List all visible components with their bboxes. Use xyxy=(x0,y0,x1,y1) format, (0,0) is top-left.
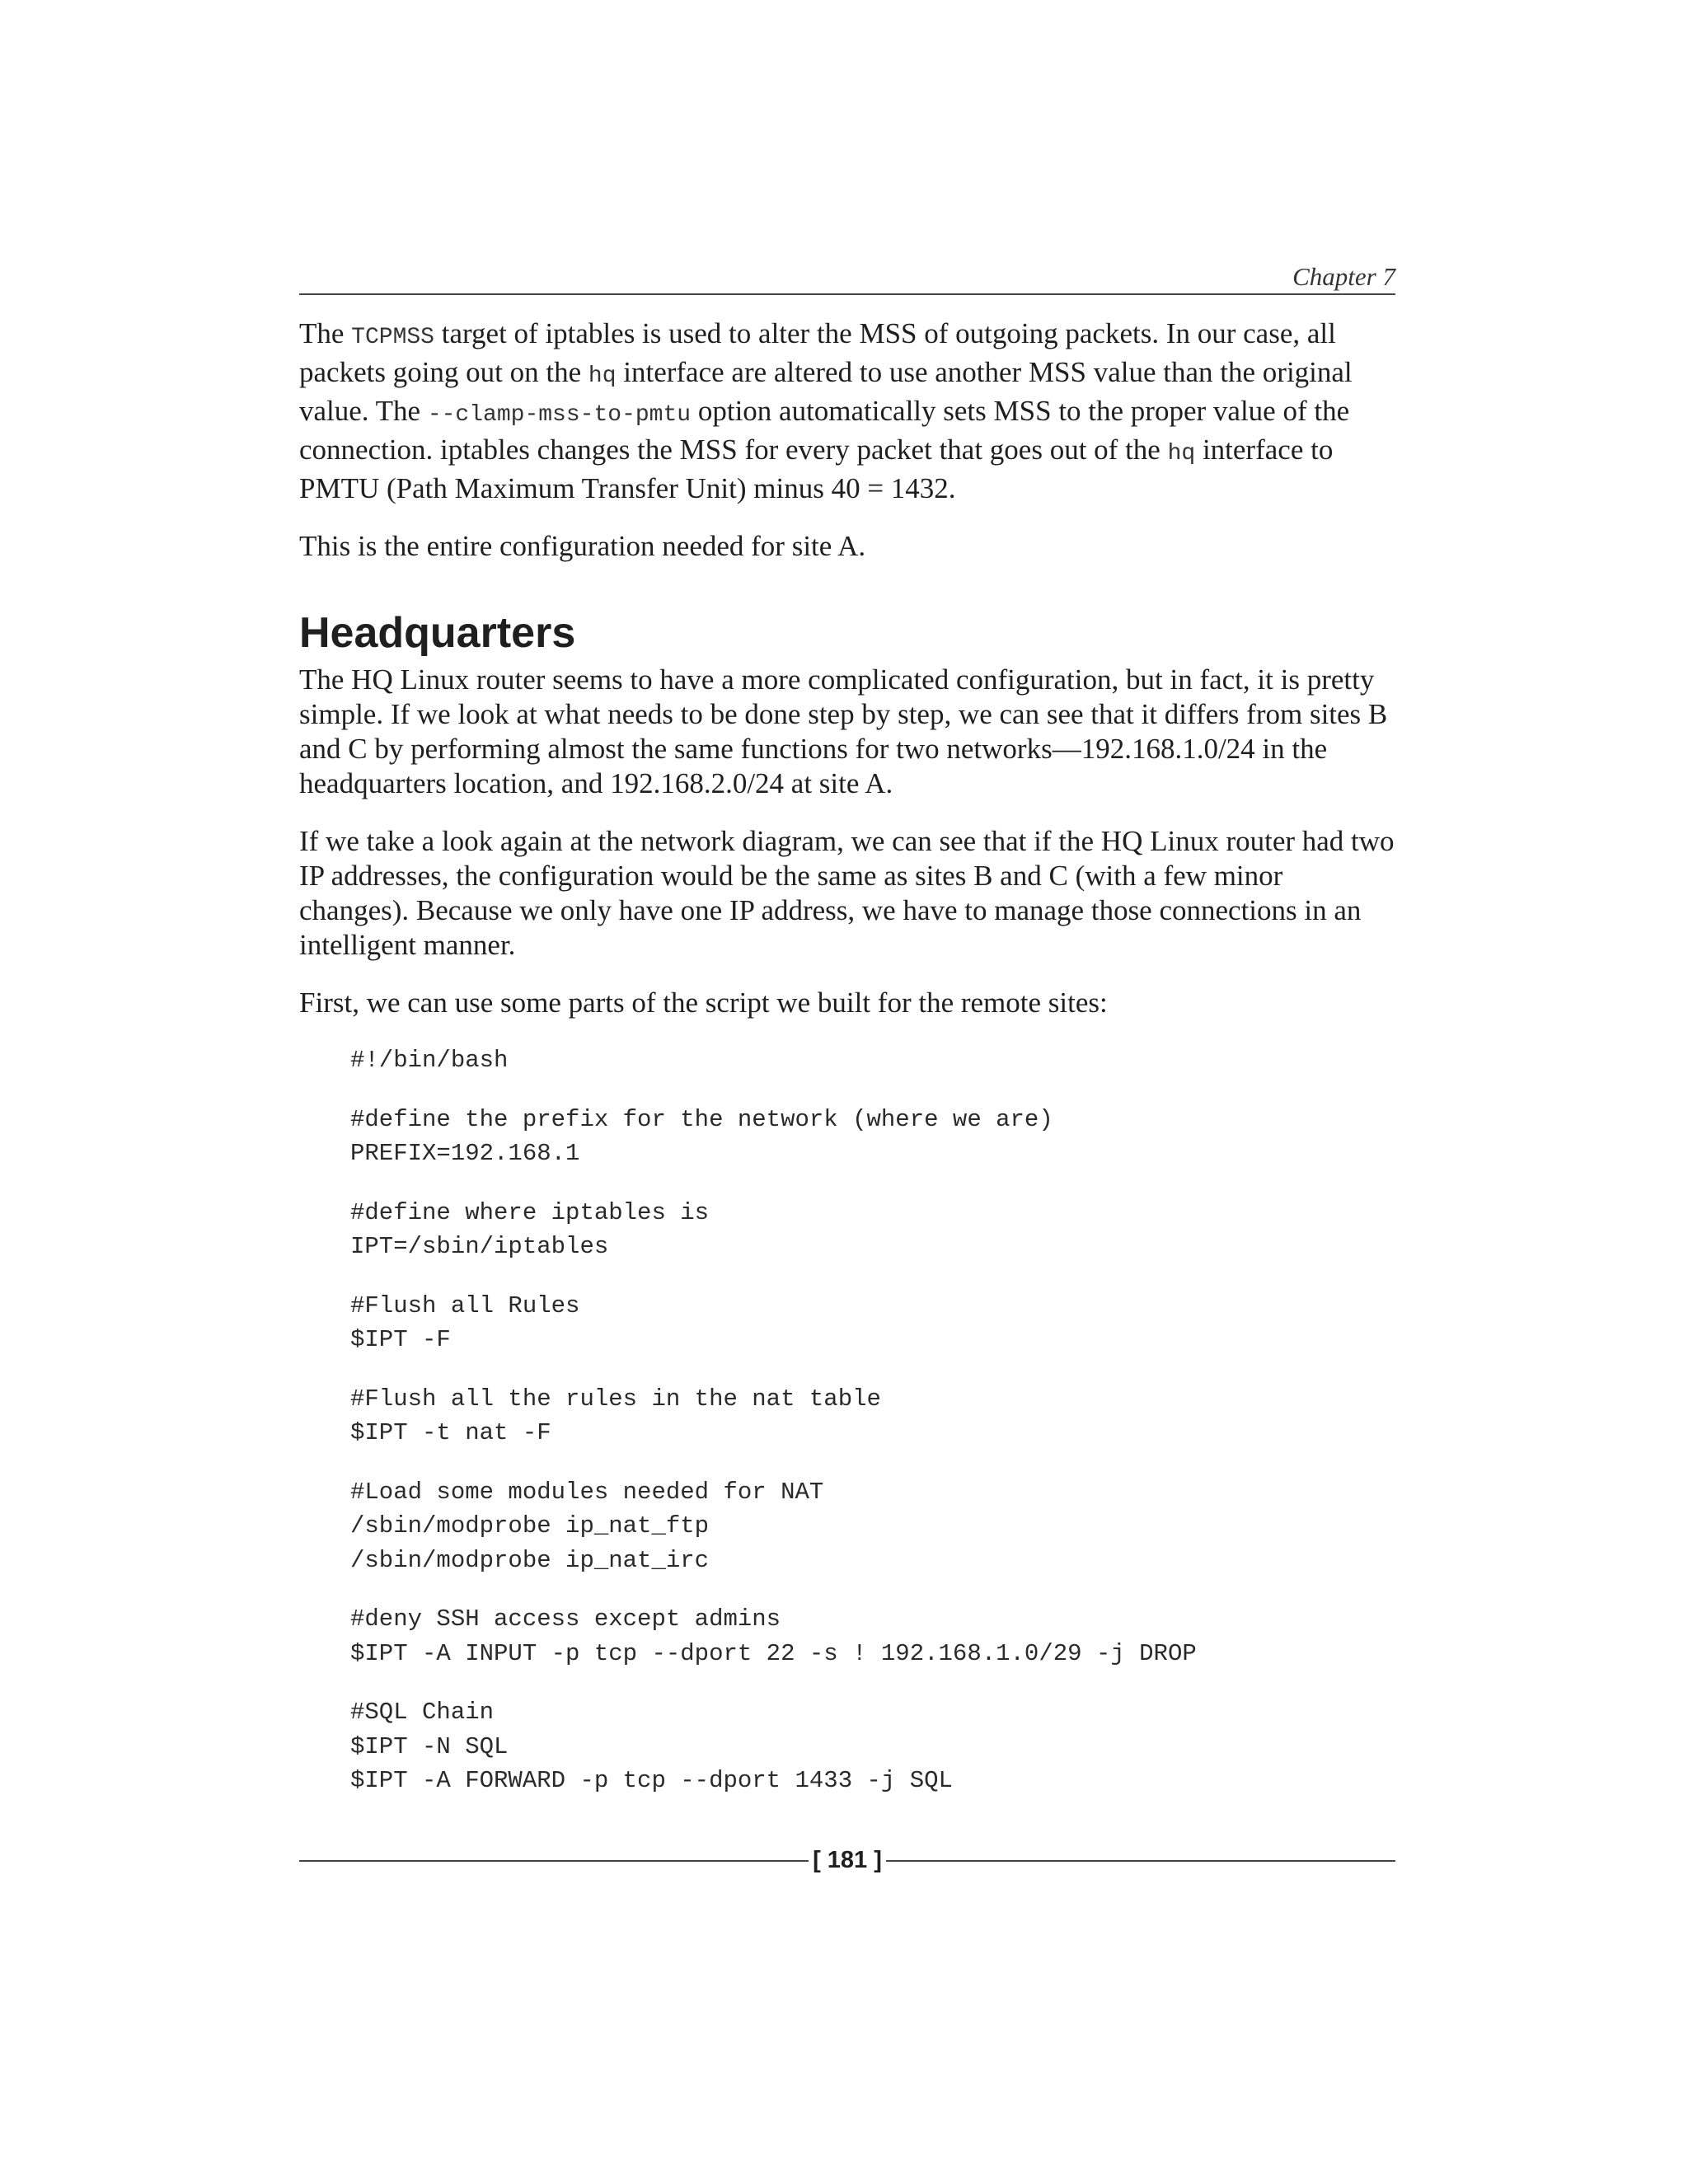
code-line: IPT=/sbin/iptables xyxy=(350,1233,609,1260)
code-line: #Flush all the rules in the nat table xyxy=(350,1385,881,1413)
code-listing xyxy=(350,1043,1395,1798)
code-line: $IPT -N SQL xyxy=(350,1732,509,1760)
code-line: PREFIX=192.168.1 xyxy=(350,1140,580,1167)
code-line: $IPT -F xyxy=(350,1326,451,1353)
inline-code-clamp-option: --clamp-mss-to-pmtu xyxy=(427,402,692,428)
code-line: #Flush all Rules xyxy=(350,1291,580,1319)
code-line: /sbin/modprobe ip_nat_irc xyxy=(350,1546,710,1574)
text-run: interface to PMTU (Path Maximum Transfer Unit) minus 40 = 1432. xyxy=(299,434,1334,504)
code-group-iptables-path xyxy=(350,1196,1395,1264)
footer-rule-right xyxy=(886,1860,1395,1862)
inline-code-tcpmss: TCPMSS xyxy=(351,325,434,350)
code-group-flush-nat xyxy=(350,1382,1395,1451)
code-line: $IPT -A INPUT -p tcp --dport 22 -s ! 192.168.1.0/29 -j DROP xyxy=(350,1639,1197,1667)
text-run: target of iptables is used to alter the MSS of outgoing packets. In our case, all packets going out on the xyxy=(299,317,1336,388)
book-page xyxy=(299,0,1395,2184)
code-group-sql-chain xyxy=(350,1695,1395,1798)
text-run: interface are altered to use another MSS value than the original value. The xyxy=(299,356,1353,427)
text-run: option automatically sets MSS to the proper value of the connection. iptables changes the MSS for every packet that goes out of the xyxy=(299,395,1350,466)
paragraph-script-intro: First, we can use some parts of the script we built for the remote sites: xyxy=(299,987,1108,1019)
code-group-modules xyxy=(350,1475,1395,1578)
code-line: #define where iptables is xyxy=(350,1198,710,1226)
code-group-flush xyxy=(350,1289,1395,1357)
text-run: The xyxy=(299,317,352,349)
page-footer xyxy=(299,1844,1395,1877)
paragraph-hq-intro: The HQ Linux router seems to have a more complicated configuration, but in fact, it is pretty simple. If we look at what needs to be done step by step, we can see that it differs from sites B and C by performing almost the same functions for two networks—192.168.1.0/24 in the headquarters location, and 192.168.2.0/24 at site A. xyxy=(299,663,1388,799)
code-line: #deny SSH access except admins xyxy=(350,1605,781,1633)
paragraph-site-a-summary: This is the entire configuration needed for site A. xyxy=(299,530,866,562)
code-group-shebang xyxy=(350,1043,1395,1078)
header-rule xyxy=(299,293,1395,295)
page-number: [ 181 ] xyxy=(813,1847,882,1873)
code-line: /sbin/modprobe ip_nat_ftp xyxy=(350,1512,710,1540)
code-group-prefix xyxy=(350,1103,1395,1171)
section-heading: Headquarters xyxy=(299,609,576,657)
code-line: $IPT -A FORWARD -p tcp --dport 1433 -j SQL xyxy=(350,1767,953,1794)
code-line: #SQL Chain xyxy=(350,1699,495,1726)
paragraph-network-diagram: If we take a look again at the network diagram, we can see that if the HQ Linux router had two IP addresses, the configuration would be the same as sites B and C (with a few minor changes). Because we only have one IP address, we have to manage those connections in an intelligent manner. xyxy=(299,825,1395,961)
code-line: #Load some modules needed for NAT xyxy=(350,1478,824,1506)
inline-code-hq: hq xyxy=(1167,441,1196,466)
running-head-chapter: Chapter 7 xyxy=(1292,262,1395,291)
page-body xyxy=(299,316,1395,1823)
paragraph-tcpmss xyxy=(299,316,1395,506)
code-line: $IPT -t nat -F xyxy=(350,1419,551,1446)
code-group-ssh xyxy=(350,1602,1395,1671)
inline-code-hq: hq xyxy=(588,363,617,389)
code-line: #define the prefix for the network (where we are) xyxy=(350,1105,1053,1133)
footer-rule-left xyxy=(299,1860,809,1862)
code-line: #!/bin/bash xyxy=(350,1047,509,1074)
